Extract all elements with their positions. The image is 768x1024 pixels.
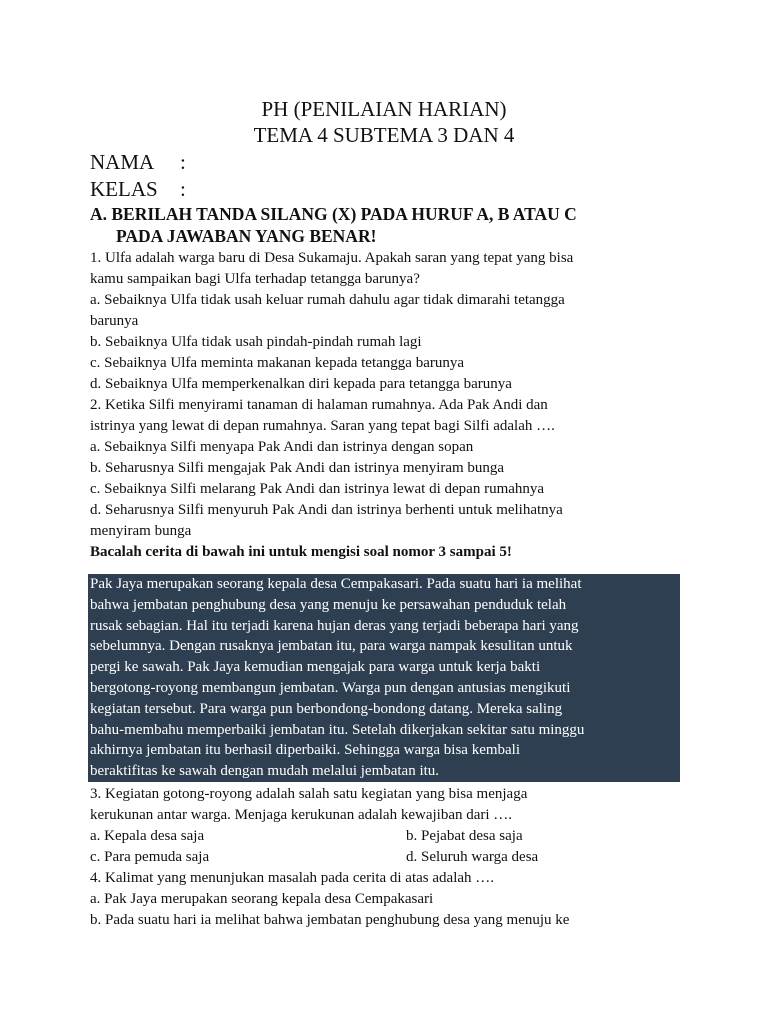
story-line: rusak sebagian. Hal itu terjadi karena hujan deras yang terjadi beberapa hari yang: [90, 617, 579, 634]
q3-option-a: a. Kepala desa saja: [90, 828, 205, 844]
q2-text-line2: istrinya yang lewat di depan rumahnya. Saran yang tepat bagi Silfi adalah ….: [90, 418, 555, 434]
story-line: Pak Jaya merupakan seorang kepala desa Cempakasari. Pada suatu hari ia melihat: [90, 576, 582, 592]
story-instruction: Bacalah cerita di bawah ini untuk mengisi soal nomor 3 sampai 5!: [90, 544, 512, 560]
q3-option-c: c. Para pemuda saja: [90, 849, 210, 865]
q3-option-b: b. Pejabat desa saja: [406, 828, 523, 844]
story-line: bahwa jembatan penghubung desa yang menuju ke persawahan penduduk telah: [90, 596, 567, 613]
q2-text-line1: 2. Ketika Silfi menyirami tanaman di halaman rumahnya. Ada Pak Andi dan: [90, 397, 548, 413]
page-subtitle: TEMA 4 SUBTEMA 3 DAN 4: [253, 123, 515, 147]
story-line: bahu-membahu memperbaiki jembatan itu. Setelah dikerjakan sekitar satu minggu: [90, 721, 585, 738]
q3-option-d: d. Seluruh warga desa: [406, 849, 539, 865]
name-colon: :: [180, 150, 186, 174]
section-a-heading-line2: PADA JAWABAN YANG BENAR!: [116, 226, 377, 246]
q4-text-line1: 4. Kalimat yang menunjukan masalah pada cerita di atas adalah ….: [90, 870, 495, 886]
q2-option-b: b. Seharusnya Silfi mengajak Pak Andi dan istrinya menyiram bunga: [90, 460, 505, 476]
story-line: bergotong-royong membangun jembatan. Warga pun dengan antusias mengikuti: [90, 680, 571, 696]
page-title: PH (PENILAIAN HARIAN): [261, 97, 507, 121]
q3-options-row2: [90, 847, 690, 867]
story-box: [88, 574, 680, 782]
q1-option-a-line2: barunya: [90, 313, 139, 329]
name-label: NAMA: [90, 150, 155, 174]
story-line: kegiatan tersebut. Para warga pun berbondong-bondong datang. Mereka saling: [90, 700, 563, 717]
q3-text-line1: 3. Kegiatan gotong-royong adalah salah satu kegiatan yang bisa menjaga: [90, 786, 528, 802]
class-label: KELAS: [90, 177, 158, 201]
q1-option-d: d. Sebaiknya Ulfa memperkenalkan diri kepada para tetangga barunya: [90, 376, 512, 392]
q2-option-a: a. Sebaiknya Silfi menyapa Pak Andi dan istrinya dengan sopan: [90, 439, 474, 455]
class-field: [90, 176, 186, 202]
q1-option-b: b. Sebaiknya Ulfa tidak usah pindah-pindah rumah lagi: [90, 334, 422, 350]
class-colon: :: [180, 177, 186, 201]
q1-option-c: c. Sebaiknya Ulfa meminta makanan kepada tetangga barunya: [90, 355, 465, 371]
q1-text-line2: kamu sampaikan bagi Ulfa terhadap tetangga barunya?: [90, 271, 420, 287]
q2-option-d-line1: d. Seharusnya Silfi menyuruh Pak Andi dan istrinya berhenti untuk melihatnya: [90, 502, 563, 518]
story-line: beraktifitas ke sawah dengan mudah melalui jembatan itu.: [90, 763, 440, 780]
q2-option-d-line2: menyiram bunga: [90, 523, 192, 539]
story-line: sebelumnya. Dengan rusaknya jembatan itu, para warga nampak kesulitan untuk: [90, 638, 573, 655]
name-field: [90, 149, 186, 175]
q4-option-b: b. Pada suatu hari ia melihat bahwa jembatan penghubung desa yang menuju ke: [90, 912, 570, 928]
q1-option-a-line1: a. Sebaiknya Ulfa tidak usah keluar rumah dahulu agar tidak dimarahi tetangga: [90, 292, 565, 308]
story-line: akhirnya jembatan itu berhasil diperbaiki. Sehingga warga bisa kembali: [90, 742, 521, 759]
q3-text-line2: kerukunan antar warga. Menjaga kerukunan adalah kewajiban dari ….: [90, 807, 513, 823]
q4-option-a: a. Pak Jaya merupakan seorang kepala desa Cempakasari: [90, 891, 434, 907]
story-line: pergi ke sawah. Pak Jaya kemudian mengajak para warga untuk kerja bakti: [90, 659, 541, 676]
section-a-heading-line1: A. BERILAH TANDA SILANG (X) PADA HURUF A, B ATAU C: [90, 204, 577, 224]
q3-options-row1: [90, 826, 690, 846]
q2-option-c: c. Sebaiknya Silfi melarang Pak Andi dan istrinya lewat di depan rumahnya: [90, 481, 545, 497]
q1-text-line1: 1. Ulfa adalah warga baru di Desa Sukamaju. Apakah saran yang tepat yang bisa: [90, 250, 574, 266]
